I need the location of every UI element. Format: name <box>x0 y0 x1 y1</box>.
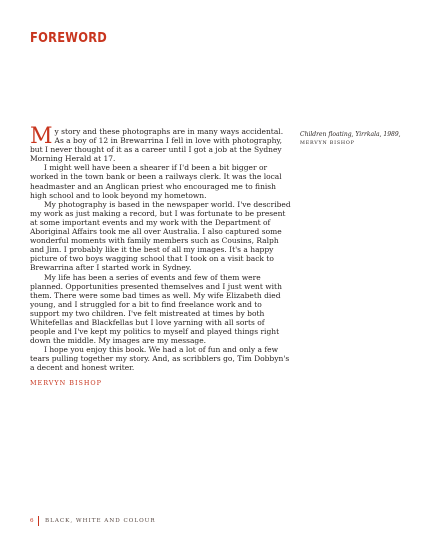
page-footer <box>30 516 156 526</box>
caption-title: Children floating, Yirrkala, 1989, <box>300 131 401 138</box>
body-paragraph: I might well have been a shearer if I'd been a bit bigger or worked in the town bank or been a railways clerk. It was the local headmaster and an Anglican priest who encouraged me to finish high school and to look beyond my hometown. <box>30 163 282 200</box>
body-paragraph: My photography is based in the newspaper world. I've described my work as just making a record, but I was fortunate to be present at some important events and my work with the Department of Aboriginal Affairs took me all over Australia. I also captured some wonderful moments with family members such as Cousins, Ralph and Jim. I probably like it the best of all my images. It's a happy picture of two boys wagging school that I took on a visit back to Brewarrina after I started work in Sydney. <box>30 199 291 273</box>
page-number: 6 <box>30 518 34 524</box>
footer-divider <box>38 516 39 526</box>
page-heading: FOREWORD <box>30 30 108 46</box>
body-paragraph: My life has been a series of events and few of them were planned. Opportunities presented themselves and I just went with them. There were some bad times as well. My wife Elizabeth died young, and I struggled for a bit to find freelance work and to support my two children. I've felt mistreated at times by both Whitefellas and Blackfellas but I love yarning with all sorts of people and I've kept my politics to myself and played things right down the middle. My images are my message. <box>30 272 282 346</box>
caption-credit: MERVYN BISHOP <box>300 141 355 146</box>
drop-cap: M <box>30 124 53 149</box>
body-paragraph <box>30 124 292 164</box>
running-title: BLACK, WHITE AND COLOUR <box>45 518 156 524</box>
photo-caption <box>300 131 410 148</box>
first-paragraph-text: y story and these photographs are in many ways accidental. As a boy of 12 in Brewarrina I fell in love with photography, but I never thought of it as a career until I got a job at the Sydney Morning Herald at 17. <box>30 127 284 164</box>
body-paragraph: I hope you enjoy this book. We had a lot of fun and only a few tears pulling together my story. And, as scribblers go, Tim Dobbyn's a decent and honest writer. <box>30 345 290 373</box>
author-signature: MERVYN BISHOP <box>30 379 102 387</box>
foreword-body <box>30 124 292 373</box>
